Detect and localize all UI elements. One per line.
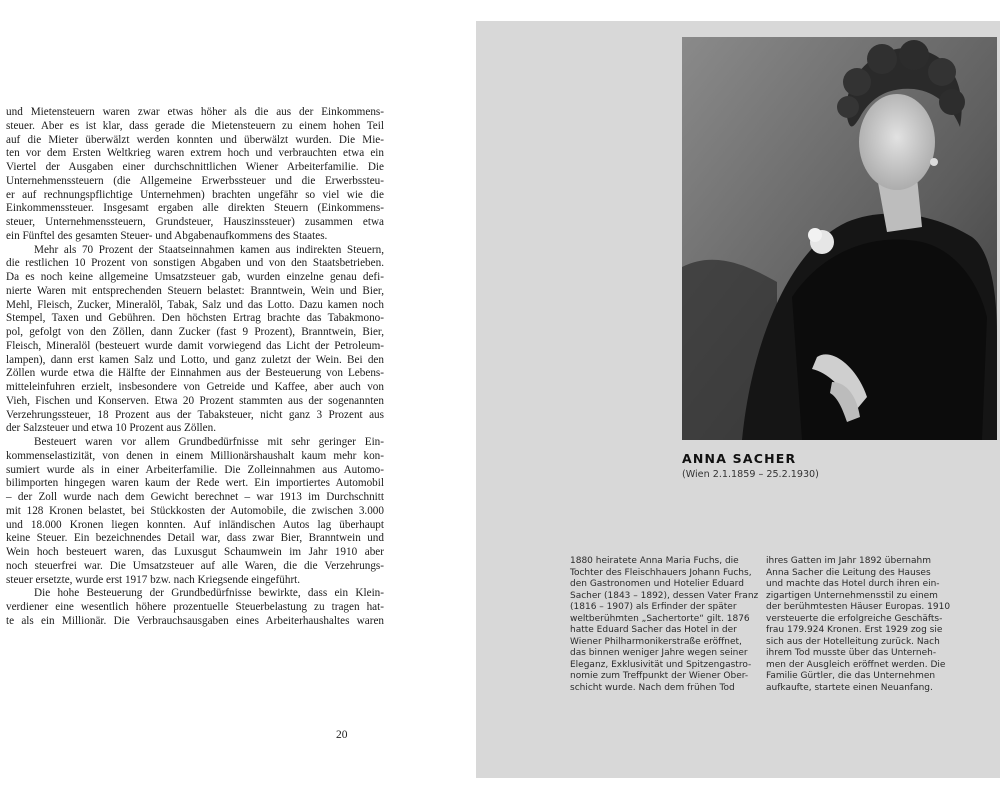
body-text-line: und 18.000 Kronen liegen konnten. Auf inländischen Autos lag überhaupt (6, 518, 384, 531)
body-text-line: Mehl, Fleisch, Zucker, Mineralöl, Tabak, Salz und das Lotto. Dazu kamen noch (6, 298, 384, 311)
body-text-line: keine Steuer. Ein bezeichnendes Detail war, dass zwar Bier, Branntwein und (6, 532, 384, 545)
portrait-image (682, 37, 997, 440)
body-text-line: Stempel, Taxen und Gebühren. Den höchsten Ertrag brachte das Tabakmono- (6, 312, 384, 325)
body-text-line: ein Fünftel des gesamten Steuer- und Abgabenaufkommens des Staates. (6, 229, 328, 242)
caption-line: weltberühmten „Sachertorte“ gilt. 1876 (570, 613, 750, 624)
body-text-line: steuer. Aber es ist klar, dass gerade die Mietensteuern zu einem hohen Teil (6, 119, 384, 132)
body-text-line: lampen), dann erst kamen Salz und Lotto, und ganz zuletzt der Wein. Bei den (6, 353, 384, 366)
body-text-line: er auf rechnungspflichtige Unternehmen) brachten ungefähr so viel wie die (6, 188, 384, 201)
person-dates: (Wien 2.1.1859 – 25.2.1930) (682, 469, 819, 480)
caption-line: Familie Gürtler, die das Unternehmen (766, 671, 936, 681)
body-text-line: Unternehmenssteuern (die Allgemeine Erwerbssteuer und die Erwerbssteu- (6, 174, 384, 187)
body-text-line: Fleisch, Mineralöl (besteuert wurde damit vorwiegend das Licht der Petroleum- (6, 339, 384, 352)
body-text-line: sumiert wurde als in einer Arbeiterfamilie. Die Zolleinnahmen aus Automo- (6, 463, 384, 476)
body-text-line: bilimporten hingegen waren kaum der Rede wert. Ein importiertes Automobil (6, 477, 384, 490)
caption-line: (1816 – 1907) als Erfinder der später (570, 602, 737, 612)
body-text-line: pol, gefolgt von den Zöllen, dann Zucker (fast 9 Prozent), Branntwein, Bier, (6, 326, 384, 338)
caption-line: ihres Gatten im Jahr 1892 übernahm (766, 556, 931, 566)
body-text-line: verdiener eine wesentlich höhere prozentuelle Steuerbelastung zu tragen hat- (6, 601, 384, 613)
caption-line: das binnen weniger Jahre wegen seiner (570, 648, 748, 658)
caption-line: frau 179.924 Kronen. Erst 1929 zog sie (766, 625, 943, 635)
body-text (6, 106, 384, 629)
caption-line: men der Ausgleich eröffnet werden. Die (766, 659, 946, 670)
caption-line: Eleganz, Exklusivität und Spitzengastro- (570, 659, 752, 670)
caption-line: aufkaufte, startete einen Neuanfang. (766, 682, 933, 693)
caption-line: sich aus der Hotelleitung zurück. Nach (766, 636, 940, 647)
caption-column-2 (766, 556, 958, 694)
caption-line: Sacher (1843 – 1892), dessen Vater Franz (570, 590, 759, 601)
body-text-line: Viertel der Ausgaben einer durchschnittlichen Wiener Arbeiterfamilie. Die (6, 161, 384, 173)
person-name-heading: ANNA SACHER (682, 451, 797, 466)
body-text-line: mit 128 Kronen belastet, bei Stückkosten der Automobile, die zwischen 3.000 (6, 504, 384, 517)
body-text-line: auf die Mieter überwälzt werden konnten und überwälzt wurden. Die Mie- (6, 133, 384, 146)
body-text-line: Besteuert waren vor allem Grundbedürfnisse mit sehr geringer Ein- (34, 436, 384, 448)
body-text-line: Einkommenssteuer. Insgesamt ergaben alle direkten Steuern (Einkommens- (6, 202, 384, 215)
body-text-line: steuer, Unternehmenssteuern, Grundsteuer, Hauszinssteuer) zusammen etwa (6, 216, 384, 228)
caption-line: 1880 heiratete Anna Maria Fuchs, die (570, 556, 739, 566)
caption-line: hatte Eduard Sacher das Hotel in der (570, 625, 737, 635)
body-text-line: ten vor dem Ersten Weltkrieg waren extrem hoch und verbrauchten etwa ein (6, 147, 384, 160)
body-text-line: die restlichen 10 Prozent von sonstigen Abgaben und von den Staatsbetrieben. (6, 257, 384, 270)
caption-line: Wiener Philharmonikerstraße eröffnet, (570, 636, 742, 647)
body-text-line: – der Zoll wurde nach dem Gewicht berechnet – war 1913 im Durchschnitt (6, 491, 384, 503)
body-text-line: der Salzsteuer und etwa 10 Prozent aus Zöllen. (6, 422, 217, 435)
left-page (0, 0, 476, 800)
body-text-line: Wein hoch besteuert waren, das Luxusgut Schaumwein im Jahr 1910 aber (6, 546, 384, 558)
caption-line: Anna Sacher die Leitung des Hauses (766, 567, 931, 578)
caption-line: Tochter des Fleischhauers Johann Fuchs, (570, 567, 752, 578)
body-text-line: noch steuerfrei war. Die Umsatzsteuer auf alle Waren, die die Verzehrungs- (6, 559, 384, 572)
caption-line: nomie zum Treffpunkt der Wiener Ober- (570, 671, 749, 681)
body-text-line: Vieh, Fischen und Konserven. Etwa 20 Prozent stammten aus der sogenannten (6, 394, 384, 407)
body-text-line: Da es noch keine allgemeine Umsatzsteuer gab, wurden einzelne genau defi- (6, 271, 384, 283)
caption-column-1 (570, 556, 762, 694)
caption-line: versteuerte die erfolgreiche Geschäfts- (766, 613, 943, 624)
body-text-line: Die hohe Besteuerung der Grundbedürfnisse bewirkte, dass ein Klein- (34, 587, 384, 600)
body-text-line: Mehr als 70 Prozent der Staatseinnahmen kamen aus indirekten Steuern, (34, 243, 384, 256)
body-text-line: kommenselastizität, von denen in einem Millionärshaushalt kaum mehr kon- (6, 449, 384, 462)
caption-line: den Gastronomen und Hotelier Eduard (570, 579, 744, 589)
right-page (476, 21, 1000, 778)
body-text-line: steuer ersetzte, wurde erst 1917 bzw. nach Kriegsende eingeführt. (6, 573, 301, 586)
body-text-line: nierte Waren mit entsprechenden Steuern belastet: Branntwein, Wein und Bier, (6, 284, 384, 297)
page-number: 20 (336, 729, 348, 741)
body-text-line: te als ein Millionär. Die Verbrauchsausgaben eines Arbeiterhaushaltes waren (6, 614, 384, 627)
caption-line: und machte das Hotel durch ihren ein- (766, 579, 940, 589)
portrait-photo (682, 37, 997, 440)
caption-line: schicht wurde. Nach dem frühen Tod (570, 682, 735, 693)
body-text-line: mitteleinfuhren erzielt, insbesondere von Getreide und Kaffee, aber auch von (6, 381, 384, 393)
body-text-line: Verzehrungssteuer, 18 Prozent aus der Tabaksteuer, nicht ganz 3 Prozent aus (6, 408, 384, 421)
body-text-line: und Mietensteuern waren zwar etwas höher als die aus der Einkommens- (6, 106, 384, 118)
caption-line: zigartigen Unternehmensstil zu einem (766, 590, 938, 601)
caption-line: der berühmtesten Häuser Europas. 1910 (766, 602, 951, 612)
caption-line: ihrem Tod musste über das Unterneh- (766, 648, 937, 658)
body-text-line: Zöllen wurde etwa die Hälfte der Einnahmen aus der Besteuerung von Lebens- (6, 367, 384, 380)
